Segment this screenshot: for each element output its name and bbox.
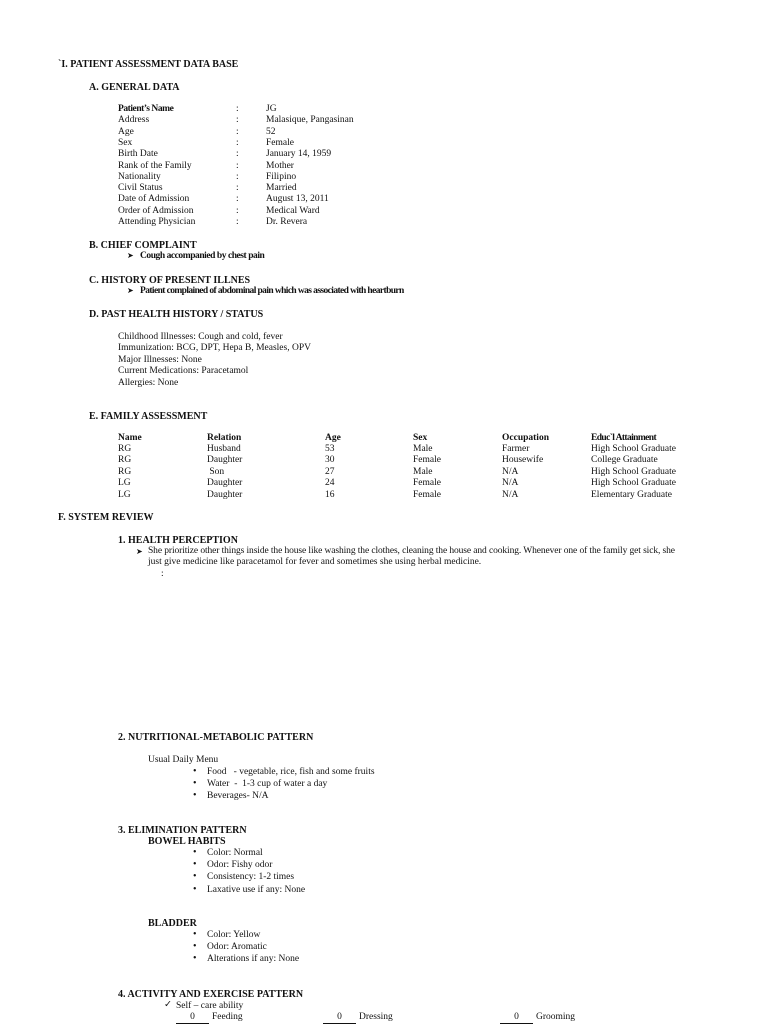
stray-colon: : [161,569,164,579]
list-item: Color: Yellow [207,930,261,940]
general-data-value: 52 [266,126,276,137]
family-table-cell: RG [118,466,132,477]
general-data-colon: : [236,115,239,126]
family-table-cell: N/A [502,489,519,500]
bullet-dot-icon: • [193,847,197,858]
checkmark-icon: ✓ [164,1000,172,1010]
bullet-dot-icon: • [193,929,197,940]
family-table-cell: 30 [325,455,335,466]
family-table-cell: 24 [325,478,335,489]
family-table-cell: High School Graduate [591,478,676,489]
general-data-label: Patient’s Name [118,104,174,114]
general-data-value: Female [266,137,294,148]
self-care-score-value: 0 [176,1013,209,1024]
arrowhead-bullet-icon: ➤ [136,547,143,556]
general-data-label: Address [118,115,150,126]
general-data-colon: : [236,183,239,194]
self-care-label: Self – care ability [176,1001,244,1011]
general-data-colon: : [236,137,239,148]
family-table-cell: Elementary Graduate [591,489,672,500]
nutritional-heading: 2. NUTRITIONAL-METABOLIC PATTERN [118,732,314,743]
usual-daily-menu-label: Usual Daily Menu [148,755,219,765]
general-data-colon: : [236,104,239,114]
family-table-cell: Female [413,489,441,500]
general-data-value: Dr. Revera [266,217,308,227]
present-illness-heading: C. HISTORY OF PRESENT ILLNES [89,275,251,286]
family-table-cell: N/A [502,478,519,489]
past-health-heading: D. PAST HEALTH HISTORY / STATUS [89,309,264,320]
general-data-label: Order of Admission [118,205,194,216]
chief-complaint-text: Cough accompanied by chest pain [140,251,265,261]
self-care-score-value: 0 [500,1013,533,1024]
arrowhead-bullet-icon: ➤ [127,286,134,295]
list-item: Food - vegetable, rice, fish and some fruits [207,767,375,777]
past-health-line: Childhood Illnesses: Cough and cold, fever [118,332,283,342]
family-table-cell: 16 [325,489,335,500]
past-health-line: Current Medications: Paracetamol [118,366,249,377]
family-table-cell: LG [118,489,131,500]
health-perception-line-1: She prioritize other things inside the house like washing the clothes, cleaning the house and cooking. Whenever one of the family get sick, she [148,546,675,556]
list-item: Consistency: 1-2 times [207,872,295,883]
bullet-dot-icon: • [193,766,197,777]
general-data-label: Attending Physician [118,217,196,227]
bullet-dot-icon: • [193,941,197,953]
family-table-cell: RG [118,444,132,454]
list-item: Water - 1-3 cup of water a day [207,779,328,790]
system-review-heading: F. SYSTEM REVIEW [58,512,154,523]
family-table-cell: College Graduate [591,455,658,466]
past-health-line: Allergies: None [118,377,179,388]
general-data-label: Sex [118,137,133,148]
bullet-dot-icon: • [193,859,197,871]
family-table-header: Occupation [502,433,549,443]
self-care-score-label: Grooming [536,1012,576,1022]
bullet-dot-icon: • [193,953,197,965]
general-data-value: August 13, 2011 [266,194,329,205]
past-health-line: Major Illnesses: None [118,354,202,365]
family-table-cell: 27 [325,466,335,477]
bullet-dot-icon: • [193,778,197,790]
self-care-score-label: Dressing [359,1012,393,1022]
general-data-label: Rank of the Family [118,160,192,171]
bullet-dot-icon: • [193,883,197,895]
health-perception-line-2: just give medicine like paracetamol for fever and sometimes she using herbal medicine. [148,557,482,567]
present-illness-text: Patient complained of abdominal pain which was associated with heartburn [140,286,404,296]
family-assessment-heading: E. FAMILY ASSESSMENT [89,411,208,422]
family-table-cell: Daughter [207,478,243,489]
general-data-value: Filipino [266,171,297,182]
list-item: Laxative use if any: None [207,884,306,895]
general-data-value: Mother [266,160,294,171]
family-table-cell: 53 [325,444,335,454]
general-data-value: Medical Ward [266,205,320,216]
general-data-value: Malasique, Pangasinan [266,115,354,126]
general-data-label: Date of Admission [118,194,190,205]
family-table-cell: Female [413,478,441,489]
list-item: Odor: Aromatic [207,942,267,953]
family-table-cell: Daughter [207,489,243,500]
bowel-habits-heading: BOWEL HABITS [148,836,226,847]
family-table-header: Relation [207,433,242,443]
family-table-header: Name [118,433,142,443]
family-table-cell: RG [118,455,132,466]
general-data-colon: : [236,149,239,160]
elimination-heading: 3. ELIMINATION PATTERN [118,825,247,836]
general-data-value: Married [266,183,297,194]
family-table-cell: Farmer [502,444,530,454]
general-data-label: Civil Status [118,183,163,194]
self-care-score-value: 0 [323,1013,356,1024]
family-table-header: Sex [413,433,428,443]
family-table-cell: Housewife [502,455,544,466]
self-care-score-label: Feeding [212,1012,243,1022]
general-data-label: Birth Date [118,149,158,160]
general-data-label: Nationality [118,171,161,182]
general-data-value: January 14, 1959 [266,149,332,160]
family-table-cell: Male [413,466,433,477]
family-table-cell: Son [207,466,225,477]
activity-heading: 4. ACTIVITY AND EXERCISE PATTERN [118,989,304,1000]
family-table-cell: LG [118,478,131,489]
general-data-colon: : [236,126,239,137]
general-data-label: Age [118,126,134,137]
bladder-heading: BLADDER [148,918,197,929]
family-table-cell: High School Graduate [591,444,676,454]
list-item: Beverages- N/A [207,791,269,802]
family-table-header: Educ`l Attainment [591,433,657,443]
general-data-colon: : [236,194,239,205]
family-table-cell: High School Graduate [591,466,676,477]
health-perception-heading: 1. HEALTH PERCEPTION [118,535,238,546]
general-data-colon: : [236,171,239,182]
past-health-line: Immunization: BCG, DPT, Hepa B, Measles, OPV [118,343,311,354]
family-table-cell: N/A [502,466,519,477]
arrowhead-bullet-icon: ➤ [127,251,134,260]
general-data-colon: : [236,160,239,171]
family-table-cell: Husband [207,444,241,454]
general-data-value: JG [266,104,277,114]
general-data-colon: : [236,205,239,216]
general-data-heading: A. GENERAL DATA [89,82,180,93]
general-data-colon: : [236,217,239,227]
chief-complaint-heading: B. CHIEF COMPLAINT [89,240,197,251]
family-table-cell: Daughter [207,455,243,466]
family-table-cell: Male [413,444,433,454]
list-item: Color: Normal [207,848,263,858]
family-table-cell: Female [413,455,441,466]
list-item: Odor: Fishy odor [207,860,273,871]
list-item: Alterations if any: None [207,954,300,965]
family-table-header: Age [325,433,341,443]
document-title: `I. PATIENT ASSESSMENT DATA BASE [58,59,239,70]
bullet-dot-icon: • [193,790,197,802]
bullet-dot-icon: • [193,871,197,883]
